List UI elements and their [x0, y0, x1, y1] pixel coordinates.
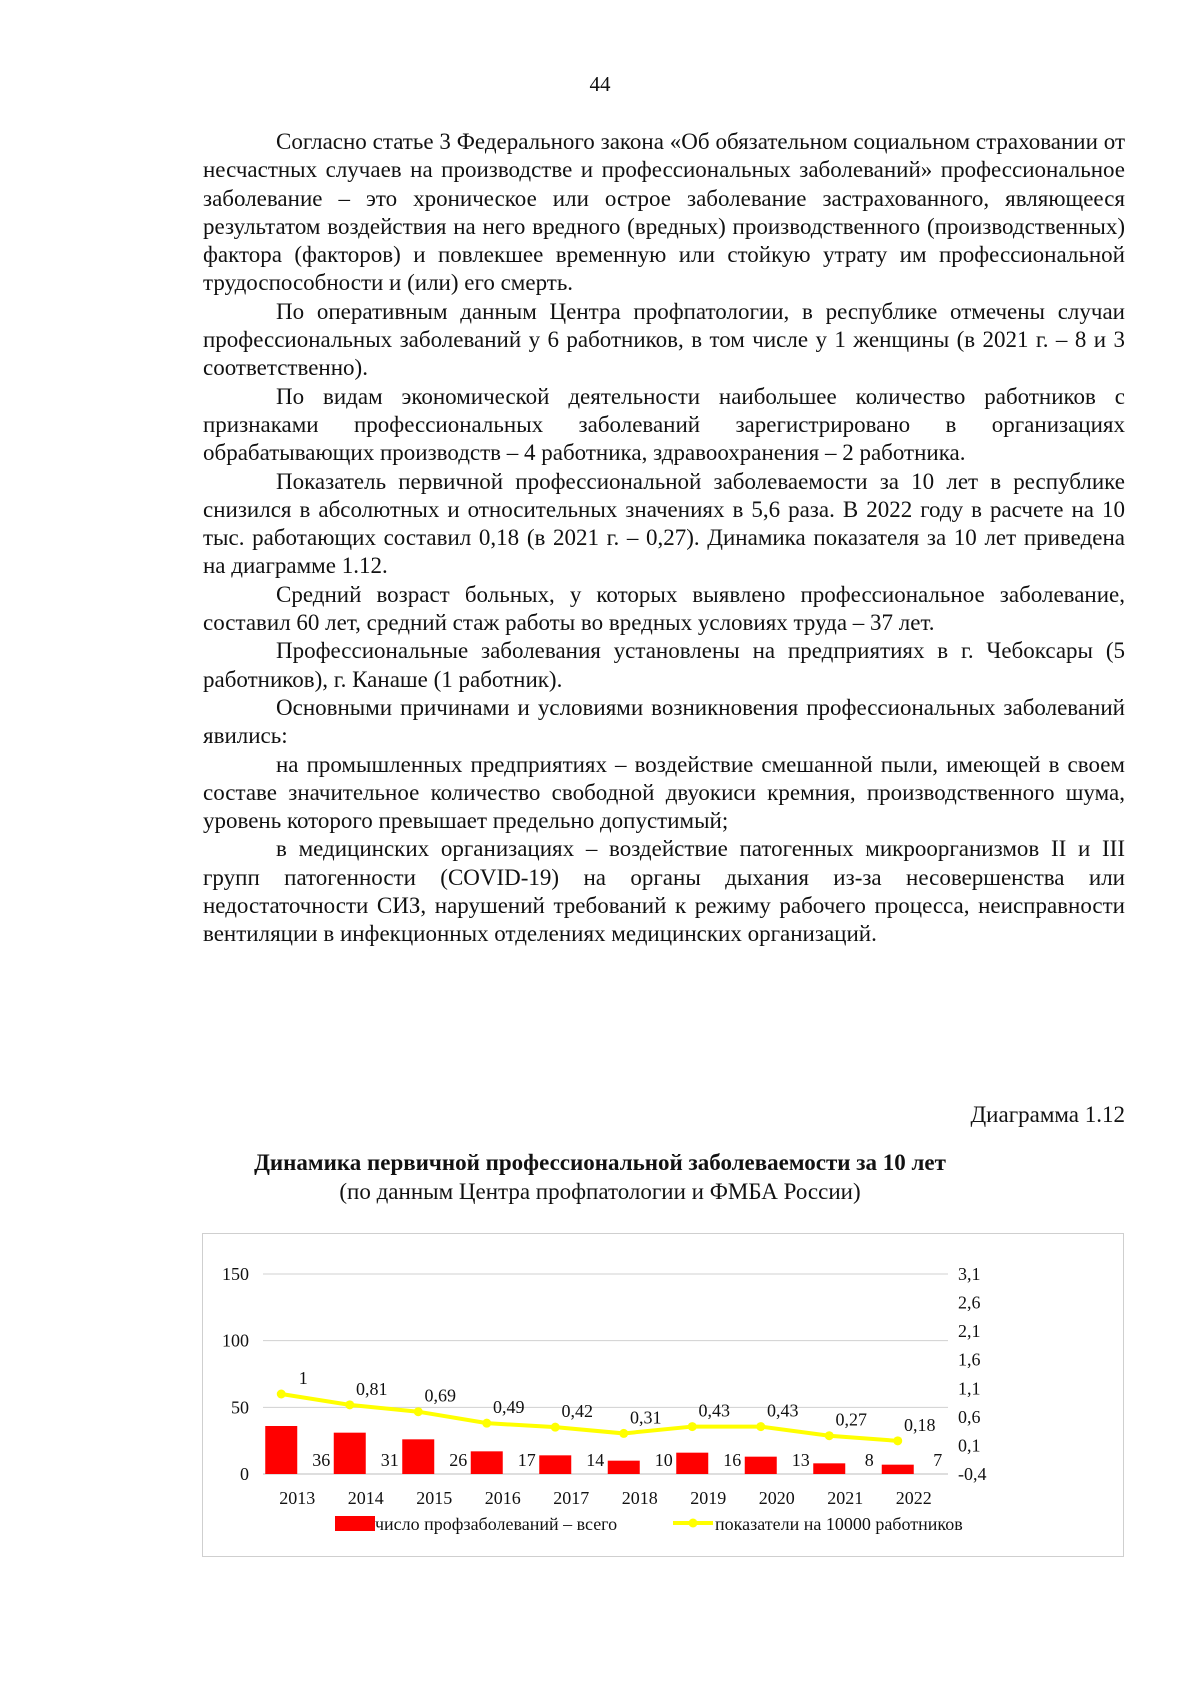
line-data-label: 0,42 [561, 1401, 593, 1422]
bar [745, 1457, 777, 1474]
combo-chart [203, 1234, 1123, 1556]
line-point [345, 1400, 354, 1409]
y-right-tick-label: 1,1 [958, 1378, 981, 1399]
line-point [277, 1390, 286, 1399]
y-right-tick-label: 0,6 [958, 1406, 981, 1427]
bar-data-label: 26 [449, 1450, 468, 1470]
paragraph: в медицинских организациях – воздействие патогенных микроорганизмов II и III групп патогенности (COVID-19) на органы дыхания из-за несовершенства или недостаточности СИЗ, нарушений требований к режиму рабочего процесса, неисправности вентиляции в инфекционных отделениях медицинских организаций. [203, 836, 1125, 947]
y-right-tick-label: -0,4 [958, 1464, 987, 1484]
line-point [619, 1429, 628, 1438]
line-data-label: 0,31 [630, 1407, 662, 1428]
paragraph: По оперативным данным Центра профпатологии, в республике отмечены случаи профессиональных заболеваний у 6 работников, в том числе у 1 женщины (в 2021 г. – 8 и 3 соответственно). [203, 298, 1125, 381]
line-data-label: 0,81 [356, 1378, 388, 1399]
bar [334, 1433, 366, 1474]
line-point [825, 1431, 834, 1440]
bar [539, 1455, 571, 1474]
page-number: 44 [589, 72, 611, 96]
bar-data-label: 36 [312, 1450, 331, 1470]
paragraph: Согласно статье 3 Федерального закона «Об обязательном социальном страховании от несчастных случаев на производстве и профессиональных заболеваний» профессиональное заболевание – это хроническое или острое заболевание застрахованного, являющееся результатом воздействия на него вредного (вредных) производственного (производственных) фактора (факторов) и повлекшее временную или стойкую утрату им профессиональной трудоспособности и (или) его смерть. [203, 129, 1125, 296]
chart-title: Динамика первичной профессиональной заболеваемости за 10 лет [254, 1150, 946, 1175]
line-data-label: 1 [298, 1368, 308, 1388]
paragraph: Средний возраст больных, у которых выявлено профессиональное заболевание, составил 60 лет, средний стаж работы во вредных условиях труда – 37 лет. [203, 581, 1125, 636]
line-point [551, 1423, 560, 1432]
bar [402, 1439, 434, 1474]
x-tick-label: 2013 [279, 1488, 316, 1508]
bar [882, 1465, 914, 1474]
bar [471, 1451, 503, 1474]
line-data-label: 0,27 [835, 1409, 867, 1430]
line-data-label: 0,49 [493, 1397, 525, 1418]
line-point [414, 1407, 423, 1416]
paragraph: Профессиональные заболевания установлены на предприятиях в г. Чебоксары (5 работников), г. Канаше (1 работник). [203, 638, 1125, 692]
x-tick-label: 2022 [895, 1488, 932, 1508]
bar-data-label: 8 [864, 1450, 874, 1470]
legend-line-marker [689, 1519, 698, 1528]
y-left-tick-label: 150 [222, 1264, 249, 1284]
x-tick-label: 2020 [758, 1488, 795, 1508]
x-tick-label: 2014 [347, 1488, 384, 1508]
paragraph: По видам экономической деятельности наибольшее количество работников с признаками профессиональных заболеваний зарегистрировано в организациях обрабатывающих производств – 4 работника, здравоохранения – 2 работника. [203, 383, 1125, 466]
diagram-caption: Диаграмма 1.12 [970, 1102, 1125, 1127]
y-right-tick-label: 2,1 [958, 1321, 981, 1342]
x-tick-label: 2018 [621, 1488, 658, 1508]
bar-data-label: 31 [380, 1450, 399, 1470]
x-tick-label: 2015 [416, 1488, 453, 1508]
bar-data-label: 7 [933, 1450, 943, 1470]
x-tick-label: 2019 [690, 1488, 727, 1508]
y-right-tick-label: 0,1 [958, 1435, 981, 1456]
line-data-label: 0,43 [767, 1400, 799, 1421]
y-left-tick-label: 100 [222, 1330, 249, 1351]
y-right-tick-label: 3,1 [958, 1264, 981, 1284]
bar [265, 1426, 297, 1474]
y-left-tick-label: 50 [231, 1397, 249, 1418]
x-tick-label: 2021 [827, 1488, 864, 1508]
bar-data-label: 10 [654, 1450, 673, 1470]
y-right-tick-label: 2,6 [958, 1292, 981, 1313]
bar-data-label: 13 [791, 1450, 810, 1470]
line-data-label: 0,18 [904, 1414, 936, 1435]
line-point [688, 1422, 697, 1431]
line-point [756, 1422, 765, 1431]
chart-frame [202, 1233, 1124, 1557]
bar-data-label: 17 [517, 1450, 536, 1470]
chart-subtitle: (по данным Центра профпатологии и ФМБА России) [339, 1179, 861, 1204]
line-data-label: 0,69 [424, 1385, 456, 1406]
bar-data-label: 16 [723, 1450, 742, 1470]
legend-bar-label: число профзаболеваний – всего [375, 1514, 618, 1534]
bar [676, 1453, 708, 1474]
y-right-tick-label: 1,6 [958, 1349, 981, 1370]
y-left-tick-label: 0 [240, 1464, 249, 1484]
paragraph: Основными причинами и условиями возникновения профессиональных заболеваний явились: [203, 694, 1125, 749]
body-text [203, 128, 1125, 949]
line-data-label: 0,43 [698, 1400, 730, 1421]
legend-line-label: показатели на 10000 работников [715, 1514, 963, 1534]
legend-bar-swatch [335, 1516, 375, 1531]
paragraph: Показатель первичной профессиональной заболеваемости за 10 лет в республике снизился в абсолютных и относительных значениях в 5,6 раза. В 2022 году в расчете на 10 тыс. работающих составил 0,18 (в 2021 г. – 0,27). Динамика показателя за 10 лет приведена на диаграмме 1.12. [203, 468, 1125, 579]
line-point [893, 1436, 902, 1445]
x-tick-label: 2017 [553, 1488, 590, 1508]
bar-data-label: 14 [586, 1450, 605, 1470]
line-point [482, 1419, 491, 1428]
bar [813, 1463, 845, 1474]
paragraph: на промышленных предприятиях – воздействие смешанной пыли, имеющей в своем составе значительное количество свободной двуокиси кремния, производственного шума, уровень которого превышает предельно допустимый; [203, 751, 1125, 834]
bar [608, 1461, 640, 1474]
x-tick-label: 2016 [484, 1488, 521, 1508]
